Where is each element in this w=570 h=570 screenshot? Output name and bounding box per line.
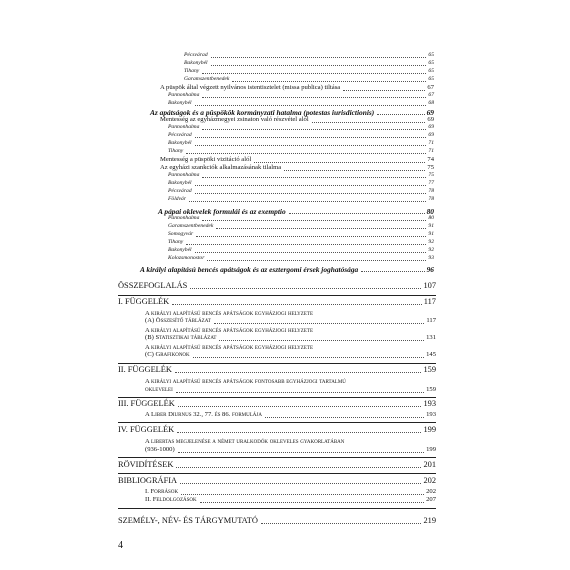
toc-entry-page: 65 (428, 68, 434, 74)
dot-leader (211, 57, 427, 58)
toc-entry-page: 78 (428, 188, 434, 194)
dot-leader (361, 271, 424, 272)
toc-entry-label: III. FÜGGELÉK (118, 399, 175, 408)
toc-entry-label: Tihany (168, 239, 184, 245)
toc-entry-label: Garamszentbenedek (184, 76, 230, 82)
divider (118, 363, 436, 364)
toc-entry (184, 53, 434, 59)
toc-entry-page: 74 (427, 156, 434, 163)
dot-leader (214, 323, 425, 324)
toc-entry (168, 197, 434, 203)
toc-entry (168, 189, 434, 195)
toc-entry-label: A királyi alapítású bencés apátságok fontosabb egyházjogi tartalmú (145, 378, 346, 385)
toc-entry (168, 248, 434, 254)
toc-entry-label: Földvár (168, 196, 187, 202)
toc-entry-page: 91 (428, 223, 434, 229)
toc-entry-page: 65 (428, 60, 434, 66)
toc-entry-page: 69 (428, 124, 434, 130)
toc-entry-label: (A) Összesítő táblázat (145, 317, 211, 324)
dot-leader (202, 129, 426, 130)
toc-entry-page: 67 (428, 92, 434, 98)
dot-leader (176, 467, 421, 468)
dot-leader (289, 213, 425, 214)
toc-entry-page: 219 (423, 516, 436, 525)
toc-entry (145, 489, 436, 496)
toc-entry-page: 91 (428, 231, 434, 237)
dot-leader (312, 122, 426, 123)
toc-entry-label: Mentesség az egyházmegyei zsinaton való részvétel alól (160, 116, 309, 123)
toc-chapter (118, 298, 436, 306)
toc-entry-label: Mentesség a püspöki vizitáció alól (160, 156, 252, 163)
divider (118, 295, 436, 296)
dot-leader (202, 73, 426, 74)
dot-leader (177, 432, 421, 433)
toc-entry-page: 159 (423, 365, 436, 374)
toc-entry-label: (936-1000) (145, 446, 175, 453)
divider (118, 422, 436, 423)
divider (118, 457, 436, 458)
toc-entry-page: 201 (423, 460, 436, 469)
toc-entry-page: 65 (428, 76, 434, 82)
toc-entry (168, 133, 434, 139)
toc-entry (168, 224, 434, 230)
dot-leader (190, 288, 421, 289)
toc-entry (168, 101, 434, 107)
dot-leader (202, 97, 426, 98)
toc-entry (168, 173, 434, 179)
toc-entry-page: 75 (428, 172, 434, 178)
toc-entry (168, 232, 434, 238)
toc-entry-label: Pécsvárad (184, 52, 208, 58)
toc-entry-label: Az egyházi szankciók alkalmazásának tilalma (160, 164, 282, 171)
toc-entry (145, 447, 436, 454)
toc-entry-label: I. Források (145, 488, 179, 495)
toc-entry (168, 125, 434, 131)
toc-entry-label: Bakonybél (168, 180, 192, 186)
dot-leader (211, 65, 427, 66)
dot-leader (176, 392, 424, 393)
toc-entry (145, 497, 436, 504)
toc-entry (160, 117, 434, 124)
dot-leader (207, 260, 426, 261)
toc-entry-label: Bakonybél (184, 60, 208, 66)
toc-entry-label: Az apátságok és a püspökök kormányzati hatalma (potestas iurisdictionis) (150, 108, 375, 117)
toc-entry (160, 157, 434, 164)
toc-entry-label: Pannonhalma (168, 215, 200, 221)
dot-leader (175, 372, 421, 373)
dot-leader (178, 452, 424, 453)
toc-entry-page: 193 (426, 411, 436, 418)
page-number: 4 (118, 540, 123, 551)
dot-leader (284, 170, 425, 171)
toc-entry-page: 80 (426, 207, 434, 216)
toc-entry-label: Pannonhalma (168, 172, 200, 178)
toc-entry-page: 69 (427, 116, 434, 123)
toc-entry-label: Kolozsmonostor (168, 255, 205, 261)
toc-entry-page: 68 (428, 100, 434, 106)
toc-entry-label: A püspök által végzett nyilvános istentisztelet (missa publica) tiltása (160, 84, 341, 91)
toc-entry (168, 216, 434, 222)
toc-entry-page: 117 (426, 317, 436, 324)
dot-leader (196, 236, 426, 237)
toc-entry-label: A libertas megjelenése a német uralkodók okleveles gyakorlatában (145, 438, 345, 445)
toc-entry-page: 69 (428, 132, 434, 138)
dot-leader (180, 483, 421, 484)
toc-entry-page: 159 (426, 386, 436, 393)
dot-leader (216, 228, 426, 229)
dot-leader (193, 357, 424, 358)
dot-leader (219, 340, 424, 341)
divider (118, 397, 436, 398)
toc-chapter (118, 477, 436, 485)
toc-entry-page: 117 (423, 297, 436, 306)
toc-entry-page: 80 (428, 215, 434, 221)
dot-leader (202, 220, 426, 221)
toc-entry-label: BIBLIOGRÁFIA (118, 476, 178, 485)
toc-chapter (118, 282, 436, 290)
toc-entry-label: RÖVIDÍTÉSEK (118, 460, 174, 469)
dot-leader (181, 494, 424, 495)
toc-entry-label: Bakonybél (168, 100, 192, 106)
dot-leader (195, 105, 427, 106)
toc-entry-label: I. FÜGGELÉK (118, 297, 170, 306)
toc-entry-page: 107 (423, 281, 436, 290)
toc-entry (145, 387, 436, 394)
toc-entry-page: 93 (428, 255, 434, 261)
toc-entry-label: oklevelei (145, 386, 173, 393)
toc-chapter (118, 400, 436, 408)
dot-leader (202, 177, 426, 178)
divider (118, 473, 436, 474)
dot-leader (178, 406, 422, 407)
toc-entry-page: 92 (428, 247, 434, 253)
toc-entry-label: Tihany (168, 148, 184, 154)
toc-entry (145, 335, 436, 342)
toc-entry-page: 199 (426, 446, 436, 453)
toc-entry-label: II. FÜGGELÉK (118, 365, 172, 374)
toc-entry-page: 207 (426, 496, 436, 503)
toc-entry-page: 71 (428, 148, 434, 154)
dot-leader (195, 193, 427, 194)
toc-section (158, 208, 434, 215)
toc-entry-page: 92 (428, 239, 434, 245)
toc-entry (168, 141, 434, 147)
toc-entry-label: A királyi alapítású bencés apátságok egyházjogi helyzete (145, 310, 313, 317)
dot-leader (254, 162, 425, 163)
toc-entry (160, 85, 434, 92)
toc-entry-label: A királyi alapítású bencés apátságok egyházjogi helyzete (145, 344, 313, 351)
toc-entry (145, 412, 436, 419)
toc-chapter (118, 461, 436, 469)
toc-entry (184, 69, 434, 75)
toc-chapter (118, 366, 436, 374)
dot-leader (195, 252, 427, 253)
dot-leader (343, 90, 425, 91)
toc-entry (168, 149, 434, 155)
toc-entry-label: Pécsvárad (168, 188, 192, 194)
dot-leader (377, 114, 424, 115)
toc-entry (160, 165, 434, 172)
toc-entry-page: 145 (426, 351, 436, 358)
toc-entry-label: A királyi alapítású bencés apátságok egyházjogi helyzete (145, 327, 313, 334)
dot-leader (186, 244, 426, 245)
toc-chapter (118, 517, 436, 525)
toc-entry-label: Tihany (184, 68, 200, 74)
dot-leader (265, 417, 424, 418)
toc-entry-page: 67 (427, 84, 434, 91)
dot-leader (195, 185, 427, 186)
divider (118, 508, 436, 509)
toc-entry (184, 77, 434, 83)
toc-entry-page: 71 (428, 140, 434, 146)
dot-leader (195, 137, 427, 138)
dot-leader (195, 145, 427, 146)
toc-entry-page: 65 (428, 52, 434, 58)
toc-entry-label: ÖSSZEFOGLALÁS (118, 281, 188, 290)
toc-entry-label: (B) Statisztikai táblázat (145, 334, 217, 341)
dot-leader (186, 153, 426, 154)
toc-entry-label: A királyi alapítású bencés apátságok és az esztergomi érsek joghatósága (140, 265, 359, 274)
dot-leader (189, 201, 426, 202)
toc-entry-page: 131 (426, 334, 436, 341)
toc-entry-label: Bakonybél (168, 140, 192, 146)
toc-entry (168, 181, 434, 187)
dot-leader (172, 304, 422, 305)
toc-entry-label: II. Feldolgozások (145, 496, 197, 503)
toc-entry-label: Garamszentbenedek (168, 223, 214, 229)
toc-entry-label: Pannonhalma (168, 92, 200, 98)
toc-entry-page: 77 (428, 180, 434, 186)
toc-entry-page: 75 (427, 164, 434, 171)
toc-entry-page: 69 (426, 108, 434, 117)
dot-leader (232, 81, 426, 82)
toc-entry-label: (C) Grafikonok (145, 351, 190, 358)
toc-entry-label: A Liber Diurnus 32., 77. és 86. formulája (145, 411, 262, 418)
toc-entry-label: IV. FÜGGELÉK (118, 425, 175, 434)
toc-entry (168, 93, 434, 99)
toc-entry-page: 202 (423, 476, 436, 485)
toc-entry-page: 193 (423, 399, 436, 408)
toc-entry-page: 78 (428, 196, 434, 202)
toc-entry (145, 352, 436, 359)
toc-entry (168, 256, 434, 262)
toc-section (140, 266, 434, 273)
toc-entry-page: 96 (426, 265, 434, 274)
toc-entry-label: SZEMÉLY-, NÉV- ÉS TÁRGYMUTATÓ (118, 516, 258, 525)
toc-entry-page: 199 (423, 425, 436, 434)
toc-entry-label: Somogyvár (168, 231, 194, 237)
dot-leader (261, 523, 422, 524)
toc-entry-page: 202 (426, 488, 436, 495)
toc-entry (184, 61, 434, 67)
toc-entry-label: Pécsvárad (168, 132, 192, 138)
toc-chapter (118, 426, 436, 434)
toc-entry (168, 240, 434, 246)
toc-entry-label: A pápai oklevelek formulái és az exemptio (158, 207, 286, 216)
toc-entry-label: Pannonhalma (168, 124, 200, 130)
dot-leader (200, 502, 424, 503)
toc-entry (145, 318, 436, 325)
toc-entry-label: Bakonybél (168, 247, 192, 253)
